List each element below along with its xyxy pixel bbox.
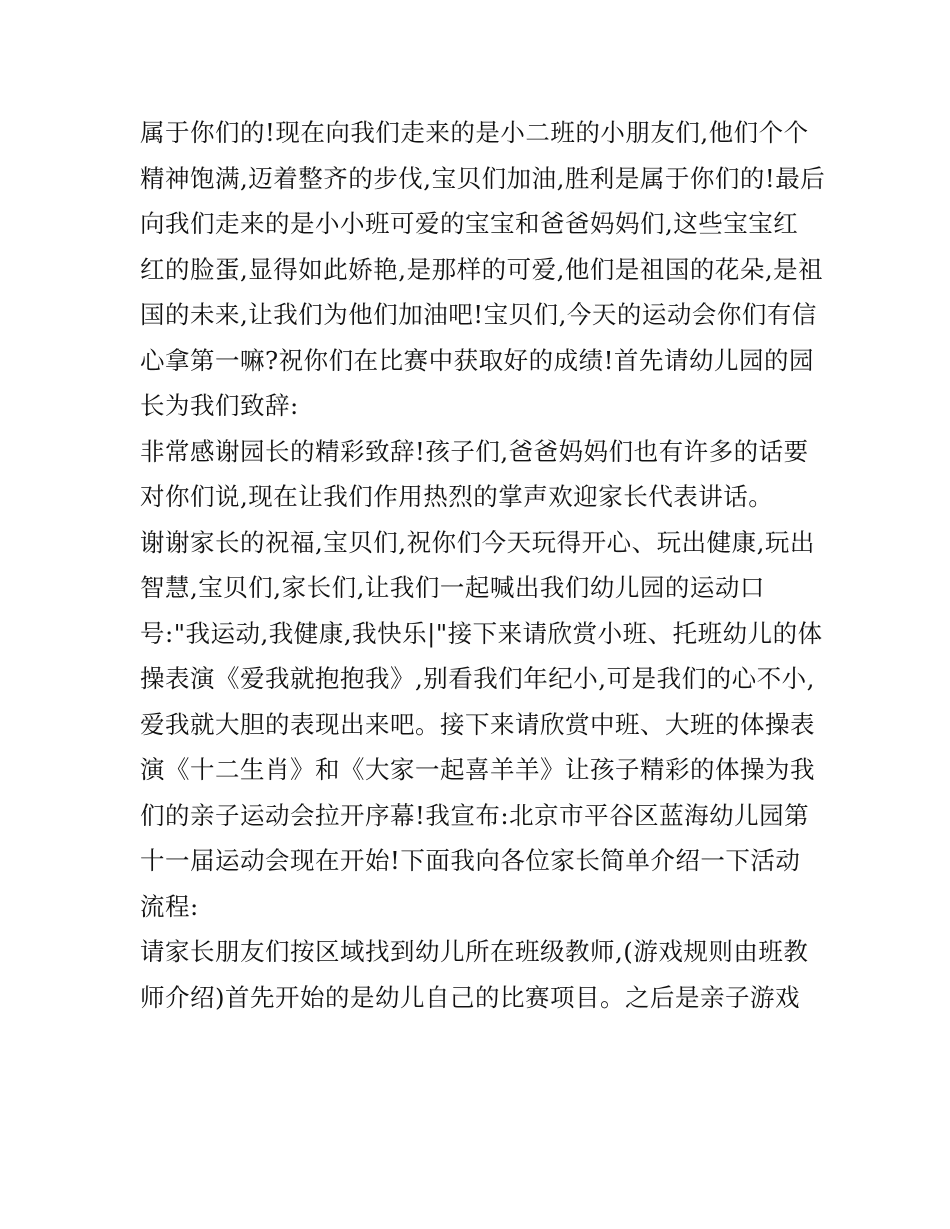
text-line: 演《十二生肖》和《大家一起喜羊羊》让孩子精彩的体操为我 <box>140 755 815 784</box>
text-line: 精神饱满,迈着整齐的步伐,宝贝们加油,胜利是属于你们的!最后 <box>140 163 826 193</box>
text-line: 爱我就大胆的表现出来吧。接下来请欣赏中班、大班的体操表 <box>140 709 815 739</box>
text-line: 国的未来,让我们为他们加油吧!宝贝们,今天的运动会你们有信 <box>140 300 817 329</box>
text-line: 属于你们的!现在向我们走来的是小二班的小朋友们,他们个个 <box>140 118 809 147</box>
text-line: 请家长朋友们按区域找到幼儿所在班级教师,(游戏规则由班教 <box>140 937 809 966</box>
text-line: 号:"我运动,我健康,我快乐|"接下来请欣赏小班、托班幼儿的体 <box>140 618 823 648</box>
text-line: 师介绍)首先开始的是幼儿自己的比赛项目。之后是亲子游戏 <box>140 982 801 1012</box>
text-line: 向我们走来的是小小班可爱的宝宝和爸爸妈妈们,这些宝宝红 <box>140 209 799 238</box>
text-line: 心拿第一嘛?祝你们在比赛中获取好的成绩!首先请幼儿园的园 <box>140 345 814 375</box>
text-line: 操表演《爱我就抱抱我》,别看我们年纪小,可是我们的心不小, <box>140 664 815 693</box>
body-text <box>140 110 826 1020</box>
text-line: 十一届运动会现在开始!下面我向各位家长简单介绍一下活动 <box>140 846 801 875</box>
text-line: 智慧,宝贝们,家长们,让我们一起喊出我们幼儿园的运动口 <box>140 573 765 602</box>
text-line: 流程: <box>140 891 199 921</box>
text-line: 长为我们致辞: <box>140 391 299 420</box>
text-line: 红的脸蛋,显得如此娇艳,是那样的可爱,他们是祖国的花朵,是祖 <box>140 254 824 284</box>
text-line: 非常感谢园长的精彩致辞!孩子们,爸爸妈妈们也有许多的话要 <box>140 436 809 466</box>
text-line: 谢谢家长的祝福,宝贝们,祝你们今天玩得开心、玩出健康,玩出 <box>140 527 815 557</box>
text-line: 们的亲子运动会拉开序幕!我宣布:北京市平谷区蓝海幼儿园第 <box>140 800 810 830</box>
text-line: 对你们说,现在让我们作用热烈的掌声欢迎家长代表讲话。 <box>140 482 774 511</box>
